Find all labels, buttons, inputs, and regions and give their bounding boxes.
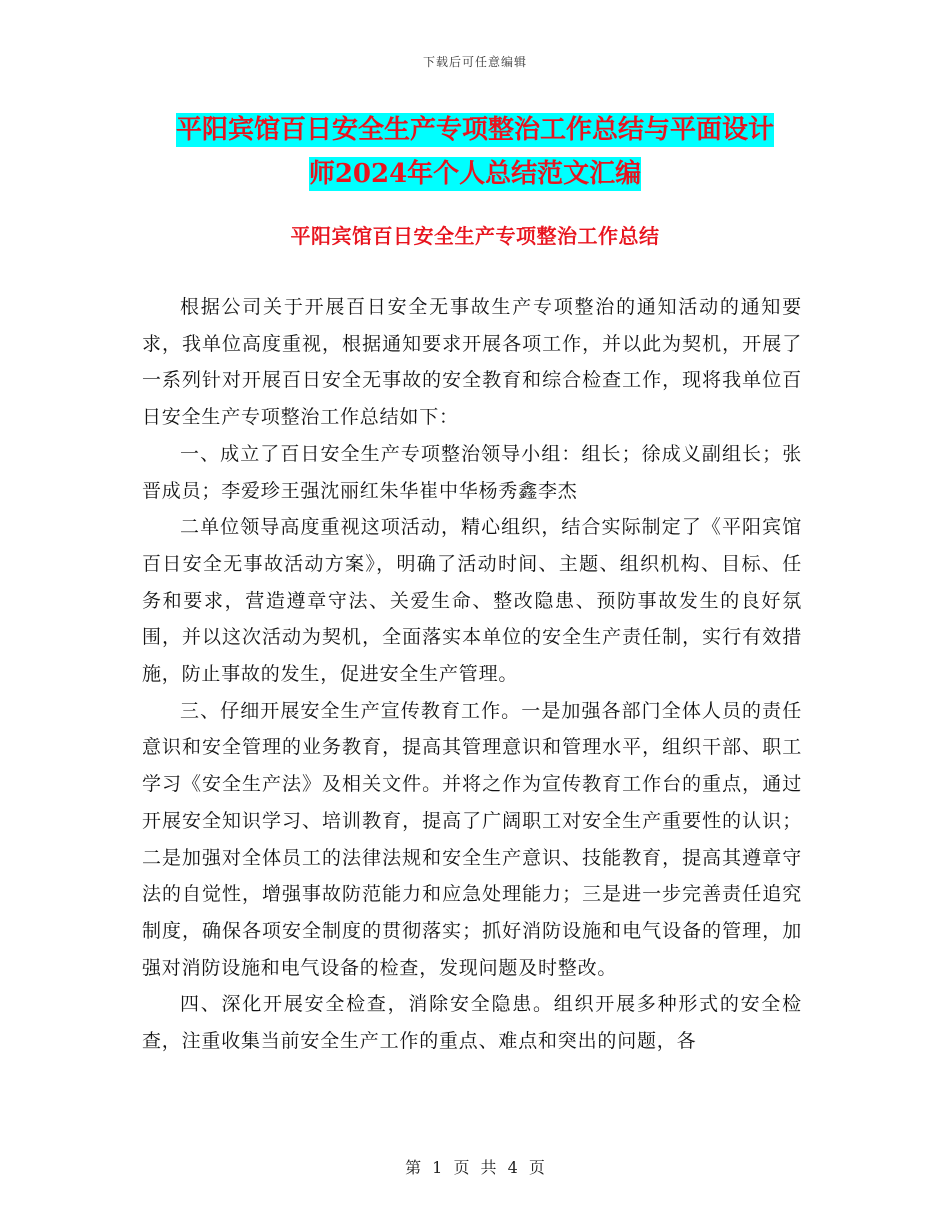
paragraph: 一、成立了百日安全生产专项整治领导小组：组长；徐成义副组长；张晋成员；李爱珍王强沈丽红朱华崔中华杨秀鑫李杰 [142,442,802,502]
paragraph: 三、仔细开展安全生产宣传教育工作。一是加强各部门全体人员的责任意识和安全管理的业务教育，提高其管理意识和管理水平，组织干部、职工学习《安全生产法》及相关文件。并将之作为宣传教育工作台的重点，通过开展安全知识学习、培训教育，提高了广阔职工对安全生产重要性的认识；二是加强对全体员工的法律法规和安全生产意识、技能教育，提高其遵章守法的自觉性，增强事故防范能力和应急处理能力；三是进一步完善责任追究制度，确保各项安全制度的贯彻落实；抓好消防设施和电气设备的管理，加强对消防设施和电气设备的检查，发现问题及时整改。 [142,699,802,979]
document-body [142,289,802,1060]
paragraph: 根据公司关于开展百日安全无事故生产专项整治的通知活动的通知要求，我单位高度重视，根据通知要求开展各项工作，并以此为契机，开展了一系列针对开展百日安全无事故的安全教育和综合检查工作，现将我单位百日安全生产专项整治工作总结如下： [142,296,802,429]
document-title [120,108,830,196]
document-title-line-2: 师2024年个人总结范文汇编 [308,159,642,189]
section-title: 平阳宾馆百日安全生产专项整治工作总结 [290,224,660,248]
document-title-line-1: 平阳宾馆百日安全生产专项整治工作总结与平面设计 [175,115,774,145]
header-note: 下载后可任意编辑 [422,55,527,69]
page-number-footer: 第 1 页 共 4 页 [405,1158,545,1177]
paragraph: 四、深化开展安全检查，消除安全隐患。组织开展多种形式的安全检查，注重收集当前安全生产工作的重点、难点和突出的问题，各 [142,993,802,1053]
paragraph: 二单位领导高度重视这项活动，精心组织，结合实际制定了《平阳宾馆百日安全无事故活动方案》，明确了活动时间、主题、组织机构、目标、任务和要求，营造遵章守法、关爱生命、整改隐患、预防事故发生的良好氛围，并以这次活动为契机，全面落实本单位的安全生产责任制，实行有效措施，防止事故的发生，促进安全生产管理。 [142,516,802,686]
